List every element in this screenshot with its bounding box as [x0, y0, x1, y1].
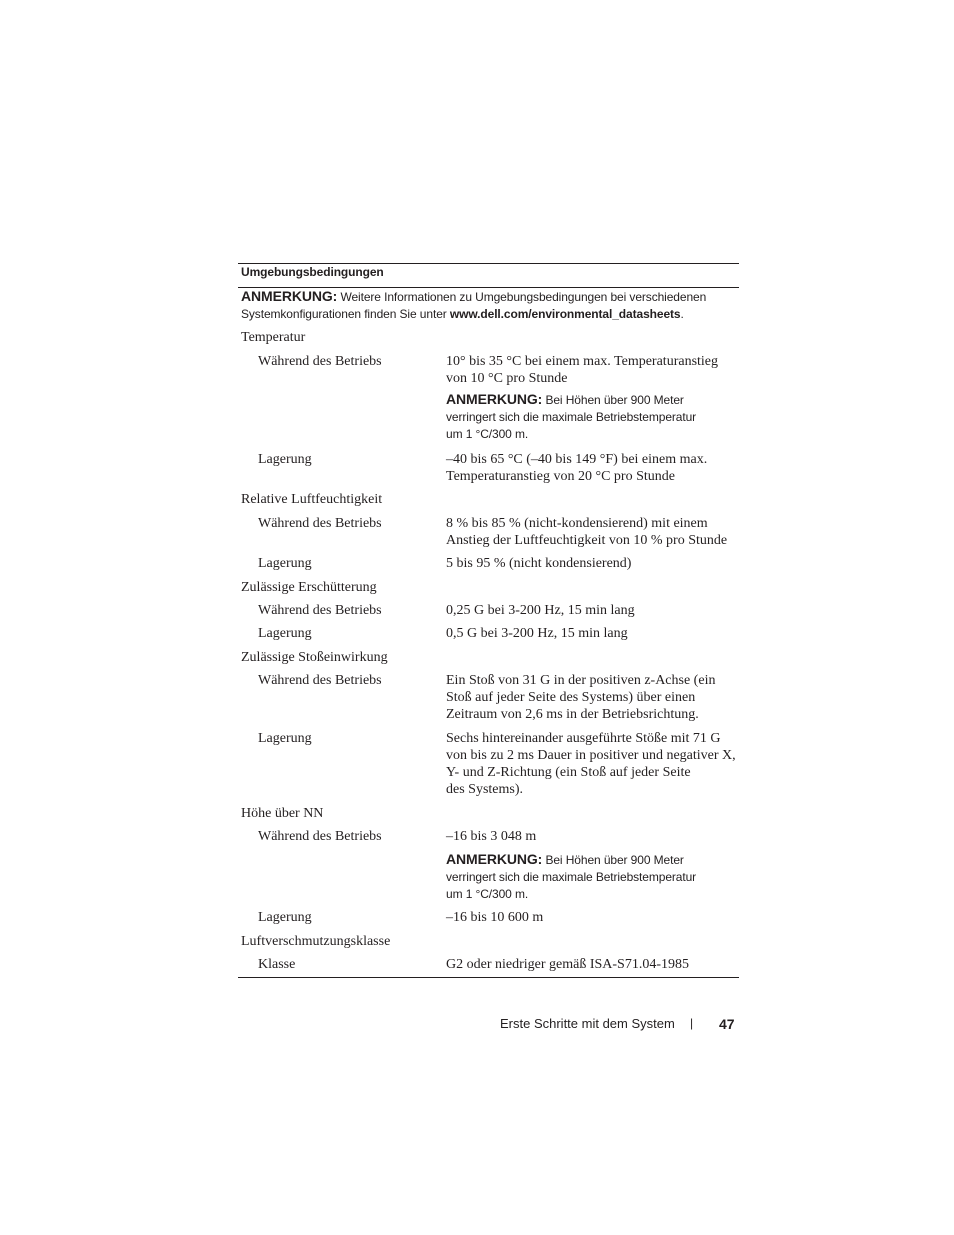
value-line: Anstieg der Luftfeuchtigkeit von 10 % pro Stunde — [446, 533, 728, 548]
humidity-operating-value — [446, 515, 738, 549]
value-line: Sechs hintereinander ausgeführte Stöße mit 71 G — [446, 731, 721, 746]
page-number: 47 — [719, 1016, 735, 1032]
altitude-operating-label: Während des Betriebs — [258, 829, 382, 844]
temperature-storage-label: Lagerung — [258, 452, 312, 467]
datasheet-link[interactable]: www.dell.com/environmental_datasheets — [449, 307, 681, 321]
altitude-operating-value: –16 bis 3 048 m — [446, 829, 537, 844]
table-bottom-rule — [238, 977, 739, 978]
section-title: Umgebungsbedingungen — [241, 265, 384, 279]
temperature-storage-value — [446, 451, 738, 485]
altitude-note — [446, 851, 738, 903]
shock-storage-value — [446, 730, 738, 798]
category-temperature: Temperatur — [241, 330, 306, 345]
footer-separator: | — [690, 1016, 694, 1030]
note-line: verringert sich die maximale Betriebstemperatur — [446, 410, 697, 424]
shock-operating-label: Während des Betriebs — [258, 673, 382, 688]
value-line: Stoß auf jeder Seite des Systems) über einen — [446, 690, 696, 705]
value-line: Ein Stoß von 31 G in der positiven z-Achse (ein — [446, 673, 716, 688]
note-line: Bei Höhen über 900 Meter — [545, 853, 684, 867]
category-vibration: Zulässige Erschütterung — [241, 580, 377, 595]
value-line: 10° bis 35 °C bei einem max. Temperaturanstieg — [446, 354, 719, 369]
table-top-rule — [238, 263, 739, 264]
note-label: ANMERKUNG: — [446, 851, 543, 867]
vibration-storage-label: Lagerung — [258, 626, 312, 641]
temperature-note — [446, 391, 738, 443]
shock-operating-value — [446, 672, 738, 723]
value-line: –40 bis 65 °C (–40 bis 149 °F) bei einem max. — [446, 452, 708, 467]
altitude-storage-label: Lagerung — [258, 910, 312, 925]
category-contaminant: Luftverschmutzungsklasse — [241, 934, 391, 949]
humidity-operating-label: Während des Betriebs — [258, 516, 382, 531]
altitude-storage-value: –16 bis 10 600 m — [446, 910, 544, 925]
value-line: Zeitraum von 2,6 ms in der Betriebsrichtung. — [446, 707, 699, 722]
value-line: von 10 °C pro Stunde — [446, 371, 568, 386]
value-line: des Systems). — [446, 782, 523, 797]
humidity-storage-label: Lagerung — [258, 556, 312, 571]
note-line: um 1 °C/300 m. — [446, 887, 529, 901]
humidity-storage-value: 5 bis 95 % (nicht kondensierend) — [446, 556, 632, 571]
contaminant-class-label: Klasse — [258, 957, 296, 972]
note-text-line2: Systemkonfigurationen finden Sie unter — [241, 307, 450, 321]
category-humidity: Relative Luftfeuchtigkeit — [241, 492, 383, 507]
temperature-operating-value — [446, 353, 738, 387]
footer-chapter: Erste Schritte mit dem System — [500, 1016, 675, 1031]
value-line: 8 % bis 85 % (nicht-kondensierend) mit einem — [446, 516, 708, 531]
category-altitude: Höhe über NN — [241, 806, 324, 821]
contaminant-class-value: G2 oder niedriger gemäß ISA-S71.04-1985 — [446, 957, 690, 972]
temperature-operating-label: Während des Betriebs — [258, 354, 382, 369]
note-suffix: . — [680, 307, 684, 321]
note-text-line1: Weitere Informationen zu Umgebungsbedingungen bei verschiedenen — [340, 290, 707, 304]
category-shock: Zulässige Stoßeinwirkung — [241, 650, 388, 665]
value-line: Y- und Z-Richtung (ein Stoß auf jeder Seite — [446, 765, 691, 780]
main-note — [241, 288, 738, 323]
shock-storage-label: Lagerung — [258, 731, 312, 746]
vibration-operating-label: Während des Betriebs — [258, 603, 382, 618]
note-label: ANMERKUNG: — [446, 391, 543, 407]
note-label: ANMERKUNG: — [241, 288, 338, 304]
vibration-operating-value: 0,25 G bei 3-200 Hz, 15 min lang — [446, 603, 635, 618]
note-line: um 1 °C/300 m. — [446, 427, 529, 441]
note-line: Bei Höhen über 900 Meter — [545, 393, 684, 407]
note-line: verringert sich die maximale Betriebstemperatur — [446, 870, 697, 884]
value-line: von bis zu 2 ms Dauer in positiver und negativer X, — [446, 748, 736, 763]
vibration-storage-value: 0,5 G bei 3-200 Hz, 15 min lang — [446, 626, 628, 641]
value-line: Temperaturanstieg von 20 °C pro Stunde — [446, 469, 675, 484]
